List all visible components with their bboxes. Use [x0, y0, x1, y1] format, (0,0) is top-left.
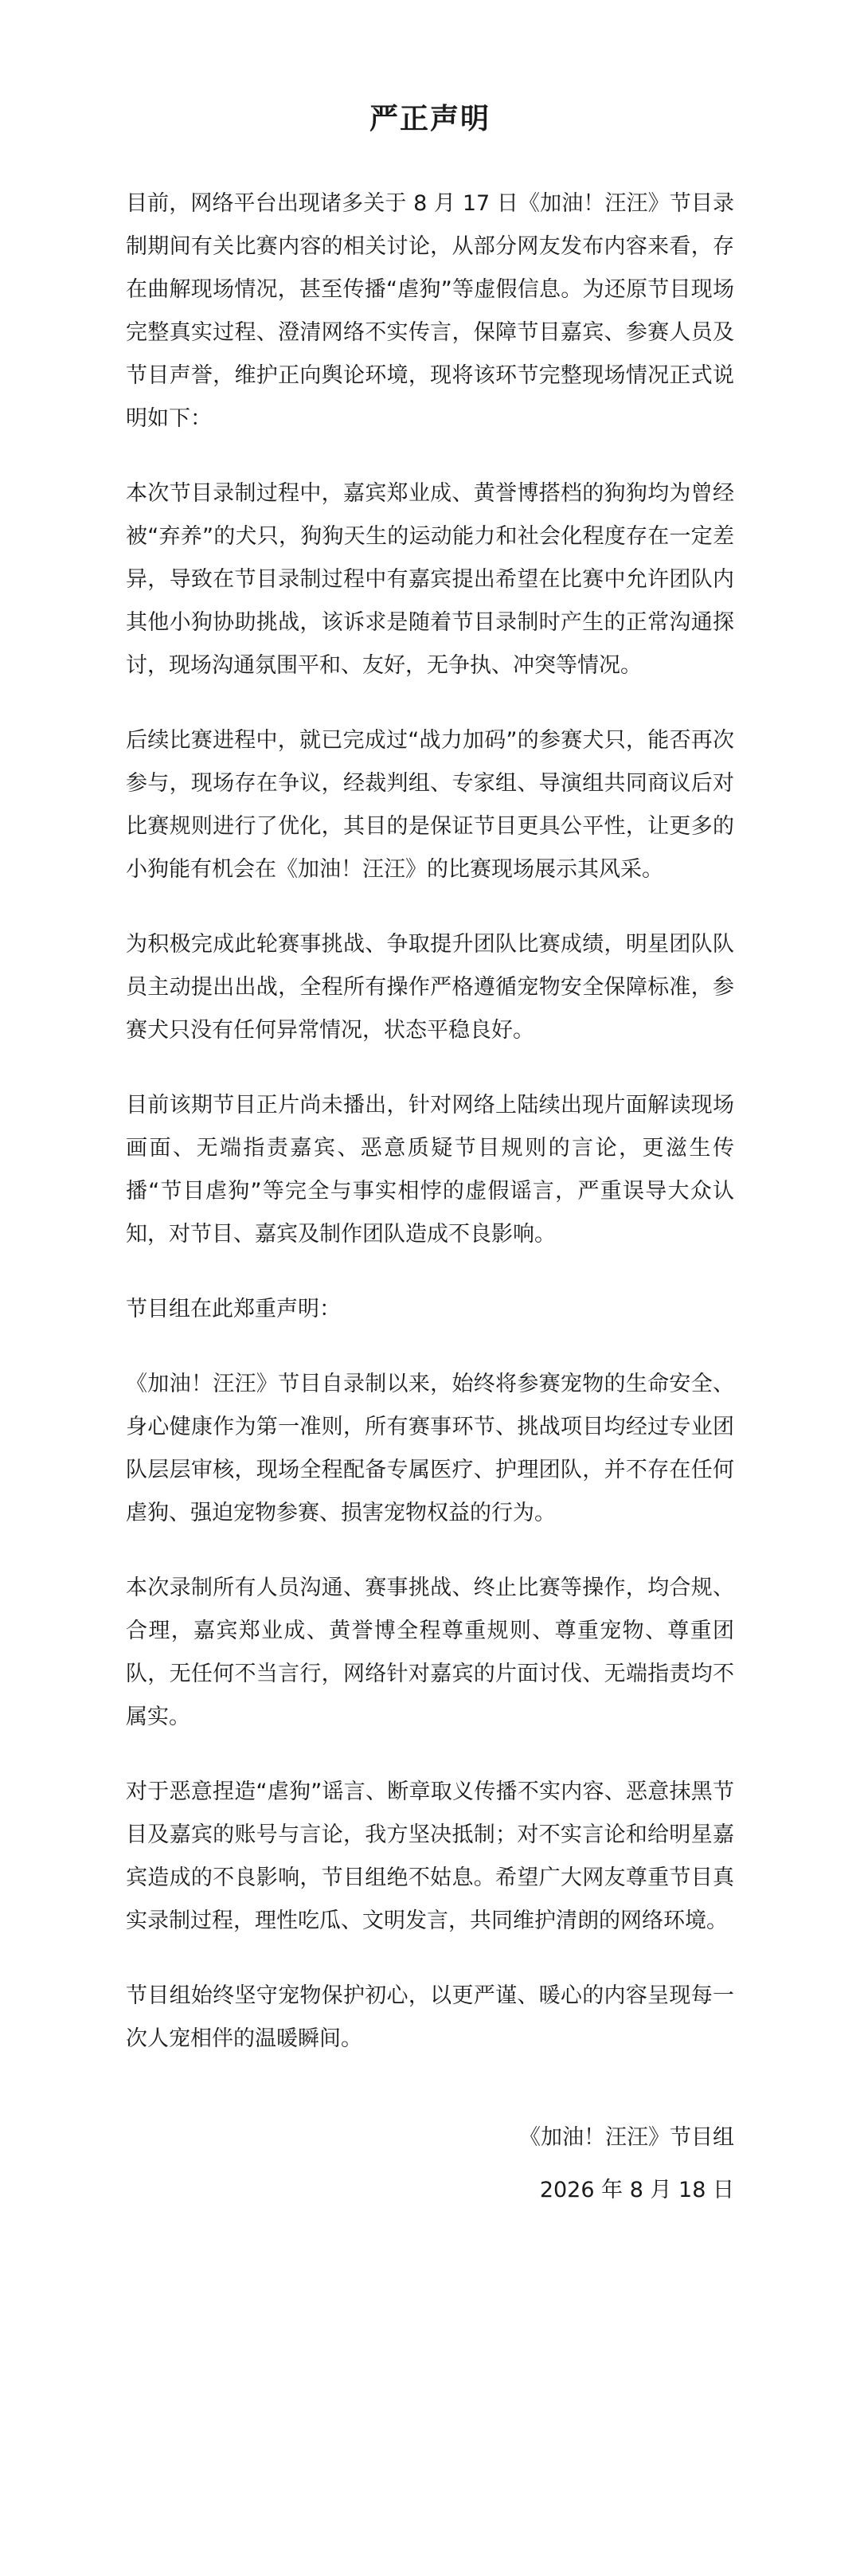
page-title: 严正声明 [369, 103, 491, 135]
signature-date: 2026 年 8 月 18 日 [539, 2178, 734, 2203]
statement-body [126, 182, 734, 2061]
paragraph-8: 本次录制所有人员沟通、赛事挑战、终止比赛等操作，均合规、合理，嘉宾郑业成、黄誉博全程尊重规则、尊重宠物、尊重团队，无任何不当言行，网络针对嘉宾的片面讨伐、无端指责均不属实。 [126, 1576, 734, 1730]
signature-block [126, 2116, 734, 2212]
paragraph-6: 节目组在此郑重声明： [126, 1297, 341, 1322]
paragraph-5: 目前该期节目正片尚未播出，针对网络上陆续出现片面解读现场画面、无端指责嘉宾、恶意质疑节目规则的言论，更滋生传播“节目虐狗”等完全与事实相悖的虚假谣言，严重误导大众认知，对节目、嘉宾及制作团队造成不良影响。 [126, 1093, 734, 1247]
paragraph-7: 《加油！汪汪》节目自录制以来，始终将参赛宠物的生命安全、身心健康作为第一准则，所有赛事环节、挑战项目均经过专业团队层层审核，现场全程配备专属医疗、护理团队，并不存在任何虐狗、强迫宠物参赛、损害宠物权益的行为。 [126, 1372, 734, 1526]
paragraph-3: 后续比赛进程中，就已完成过“战力加码”的参赛犬只，能否再次参与，现场存在争议，经裁判组、专家组、导演组共同商议后对比赛规则进行了优化，其目的是保证节目更具公平性，让更多的小狗能有机会在《加油！汪汪》的比赛现场展示其风采。 [126, 728, 734, 883]
signature-program-group: 《加油！汪汪》节目组 [519, 2125, 734, 2151]
paragraph-1: 目前，网络平台出现诸多关于 8 月 17 日《加油！汪汪》节目录制期间有关比赛内容的相关讨论，从部分网友发布内容来看，存在曲解现场情况，甚至传播“虐狗”等虚假信息。为还原节目现场完整真实过程、澄清网络不实传言，保障节目嘉宾、参赛人员及节目声誉，维护正向舆论环境，现将该环节完整现场情况正式说明如下： [126, 191, 734, 432]
paragraph-2: 本次节目录制过程中，嘉宾郑业成、黄誉博搭档的狗狗均为曾经被“弃养”的犬只，狗狗天生的运动能力和社会化程度存在一定差异，导致在节目录制过程中有嘉宾提出希望在比赛中允许团队内其他小狗协助挑战，该诉求是随着节目录制时产生的正常沟通探讨，现场沟通氛围平和、友好，无争执、冲突等情况。 [126, 481, 734, 679]
paragraph-4: 为积极完成此轮赛事挑战、争取提升团队比赛成绩，明星团队队员主动提出出战，全程所有操作严格遵循宠物安全保障标准，参赛犬只没有任何异常情况，状态平稳良好。 [126, 932, 734, 1043]
paragraph-10: 节目组始终坚守宠物保护初心，以更严谨、暖心的内容呈现每一次人宠相伴的温暖瞬间。 [126, 1983, 734, 2052]
paragraph-9: 对于恶意捏造“虐狗”谣言、断章取义传播不实内容、恶意抹黑节目及嘉宾的账号与言论，我方坚决抵制；对不实言论和给明星嘉宾造成的不良影响，节目组绝不姑息。希望广大网友尊重节目真实录制过程，理性吃瓜、文明发言，共同维护清朗的网络环境。 [126, 1779, 734, 1934]
